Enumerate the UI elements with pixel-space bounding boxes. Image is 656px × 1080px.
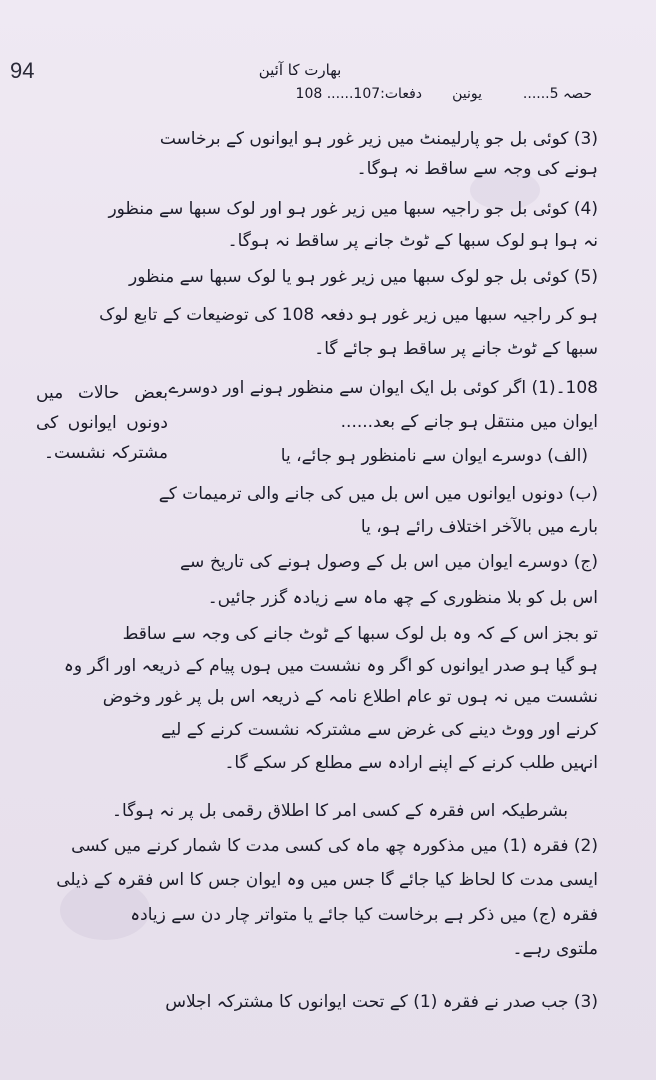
body-line: (ب) دونوں ایوانوں میں اس بل میں کی جانے والی ترمیمات کے — [158, 484, 598, 504]
body-line: (2) فقرہ (1) میں مذکورہ چھ ماہ کی کسی مدت کا شمار کرنے میں کسی — [71, 836, 598, 856]
body-line: (4) کوئی بل جو راجیہ سبھا میں زیر غور ہو اور لوک سبھا سے منظور — [108, 199, 598, 219]
body-line: ایسی مدت کا لحاظ کیا جائے گا جس میں وہ ایوان جس کا اس فقرہ کے ذیلی — [56, 870, 598, 890]
body-line: اس بل کو بلا منظوری کے چھ ماہ سے زیادہ گزر جائیں۔ — [207, 588, 598, 608]
body-line: نشست میں نہ ہوں تو عام اطلاع نامہ کے ذریعہ اس بل پر غور وخوض — [102, 687, 598, 707]
margin-note-line: مشترکہ نشست۔ — [44, 443, 168, 463]
margin-note-line: دونوں ایوانوں کی — [36, 413, 168, 433]
body-line: ہو گیا ہو صدر ایوانوں کو اگر وہ نشست میں ہوں پیام کے ذریعہ اور اگر وہ — [63, 656, 598, 676]
margin-note-line: بعض حالات میں — [36, 383, 168, 403]
running-title: بھارت کا آئین — [258, 61, 342, 79]
body-line: تو بجز اس کے کہ وہ بل لوک سبھا کے ٹوٹ جانے کی وجہ سے ساقط — [122, 624, 598, 644]
body-line: بارے میں بالآخر اختلاف رائے ہو، یا — [360, 517, 598, 537]
body-line: انہیں طلب کرنے کے اپنے ارادہ سے مطلع کر سکے گا۔ — [224, 753, 598, 773]
body-line: ملتوی رہے۔ — [512, 939, 598, 959]
body-line: ہونے کی وجہ سے ساقط نہ ہوگا۔ — [356, 159, 598, 179]
body-line: (5) کوئی بل جو لوک سبھا میں زیر غور ہو یا لوک سبھا سے منظور — [129, 267, 598, 287]
body-line: سبھا کے ٹوٹ جانے پر ساقط ہو جائے گا۔ — [314, 339, 598, 359]
body-line: بشرطیکہ اس فقرہ کے کسی امر کا اطلاق رقمی بل پر نہ ہوگا۔ — [112, 801, 568, 821]
header-articles: دفعات:107...... 108 — [295, 86, 422, 102]
body-line: کرنے اور ووٹ دینے کی غرض سے مشترکہ نشست کرنے کے لیے — [161, 720, 598, 740]
body-line: نہ ہوا ہو لوک سبھا کے ٹوٹ جانے پر ساقط نہ ہوگا۔ — [227, 231, 598, 251]
header-unit: یونین — [452, 86, 482, 102]
page-number: 94 — [10, 58, 35, 83]
body-line: (3) کوئی بل جو پارلیمنٹ میں زیر غور ہو ایوانوں کے برخاست — [159, 129, 598, 149]
body-line: ایوان میں منتقل ہو جانے کے بعد...... — [340, 412, 598, 432]
body-line: 108۔(1) اگر کوئی بل ایک ایوان سے منظور ہونے اور دوسرے — [168, 378, 598, 398]
body-line: (ج) دوسرے ایوان میں اس بل کے وصول ہونے کی تاریخ سے — [180, 552, 598, 572]
body-line: ہو کر راجیہ سبھا میں زیر غور ہو دفعہ 108 کی توضیعات کے تابع لوک — [99, 305, 598, 325]
body-line: (الف) دوسرے ایوان سے نامنظور ہو جائے، یا — [280, 446, 588, 466]
header-part: حصہ 5...... — [522, 86, 592, 102]
body-line: (3) جب صدر نے فقرہ (1) کے تحت ایوانوں کا مشترکہ اجلاس — [165, 992, 598, 1012]
body-line: فقرہ (ج) میں ذکر ہے برخاست کیا جائے یا متواتر چار دن سے زیادہ — [130, 905, 598, 925]
